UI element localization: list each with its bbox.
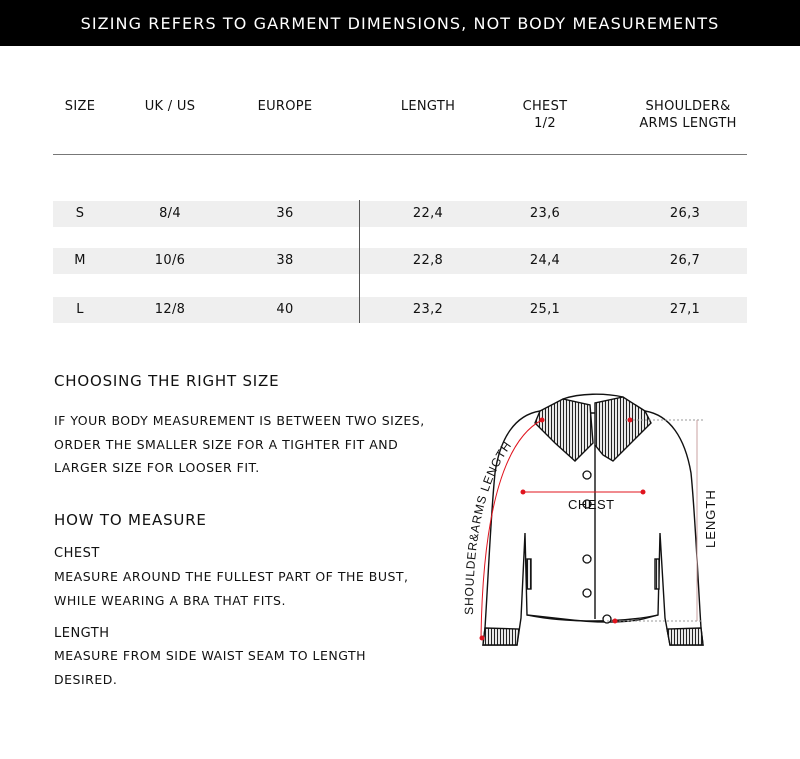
- cell-uk-us: 12/8: [154, 302, 186, 317]
- header-length: LENGTH: [400, 99, 456, 114]
- choosing-title: CHOOSING THE RIGHT SIZE: [54, 372, 280, 390]
- header-shoulder-line1: SHOULDER&: [645, 99, 731, 114]
- cell-uk-us: 8/4: [159, 206, 181, 221]
- jacket-diagram: [445, 383, 745, 668]
- cell-length: 22,8: [412, 253, 444, 268]
- header-uk-us: UK / US: [144, 99, 196, 114]
- button: [583, 471, 591, 479]
- length-line: DESIRED.: [54, 671, 118, 687]
- length-label: LENGTH: [703, 489, 718, 548]
- choosing-line: IF YOUR BODY MEASUREMENT IS BETWEEN TWO SIZES,: [54, 413, 425, 428]
- cell-chest: 24,4: [529, 253, 561, 268]
- choosing-line: LARGER SIZE FOR LOOSER FIT.: [54, 460, 260, 475]
- cell-shoulder: 26,7: [669, 253, 701, 268]
- cell-size: S: [75, 206, 85, 221]
- length-subtitle: LENGTH: [54, 626, 110, 641]
- chest-line: WHILE WEARING A BRA THAT FITS.: [54, 592, 286, 608]
- header-shoulder-line2: ARMS LENGTH: [639, 116, 737, 131]
- button: [583, 555, 591, 563]
- wrist-point: [480, 636, 485, 641]
- cell-size: M: [74, 253, 86, 268]
- table-row: [53, 248, 747, 274]
- cell-length: 22,4: [412, 206, 444, 221]
- cell-europe: 36: [276, 206, 294, 221]
- length-line: MEASURE FROM SIDE WAIST SEAM TO LENGTH: [54, 648, 366, 663]
- column-divider: [359, 200, 360, 323]
- cell-europe: 40: [276, 302, 294, 317]
- cell-shoulder: 27,1: [669, 302, 701, 317]
- shoulder-point: [540, 418, 545, 423]
- cell-europe: 38: [276, 253, 294, 268]
- length-instructions: [54, 644, 366, 691]
- cell-uk-us: 10/6: [154, 253, 186, 268]
- sizing-banner: SIZING REFERS TO GARMENT DIMENSIONS, NOT BODY MEASUREMENTS: [0, 0, 800, 46]
- right-cuff: [667, 628, 703, 645]
- cell-chest: 25,1: [529, 302, 561, 317]
- chest-point-left: [521, 490, 526, 495]
- left-cuff: [483, 628, 519, 645]
- header-europe: EUROPE: [257, 99, 313, 114]
- length-point-top: [628, 418, 633, 423]
- table-row: [53, 201, 747, 227]
- shoulder-arms-label-path: SHOULDER&ARMS LENGTH: [461, 438, 515, 615]
- button: [583, 589, 591, 597]
- header-chest-line1: CHEST: [522, 99, 568, 114]
- cell-shoulder: 26,3: [669, 206, 701, 221]
- header-chest: [505, 98, 585, 132]
- chest-subtitle: CHEST: [54, 546, 100, 561]
- header-size: SIZE: [64, 99, 96, 114]
- table-row: [53, 297, 747, 323]
- chest-line: MEASURE AROUND THE FULLEST PART OF THE BUST,: [54, 569, 409, 584]
- header-divider: [53, 154, 747, 155]
- chest-point-right: [641, 490, 646, 495]
- button: [603, 615, 611, 623]
- how-to-measure-title: HOW TO MEASURE: [54, 511, 207, 529]
- choosing-text: [54, 409, 425, 480]
- header-chest-line2: 1/2: [534, 116, 556, 131]
- chest-label: CHEST: [568, 497, 615, 512]
- cell-chest: 23,6: [529, 206, 561, 221]
- header-shoulder: [618, 98, 758, 132]
- right-pocket: [655, 559, 659, 589]
- left-pocket: [527, 559, 531, 589]
- choosing-line: ORDER THE SMALLER SIZE FOR A TIGHTER FIT AND: [54, 436, 399, 452]
- cell-length: 23,2: [412, 302, 444, 317]
- chest-instructions: [54, 565, 409, 612]
- length-point-bottom: [613, 619, 618, 624]
- jacket-illustration: [483, 394, 703, 645]
- cell-size: L: [76, 302, 84, 317]
